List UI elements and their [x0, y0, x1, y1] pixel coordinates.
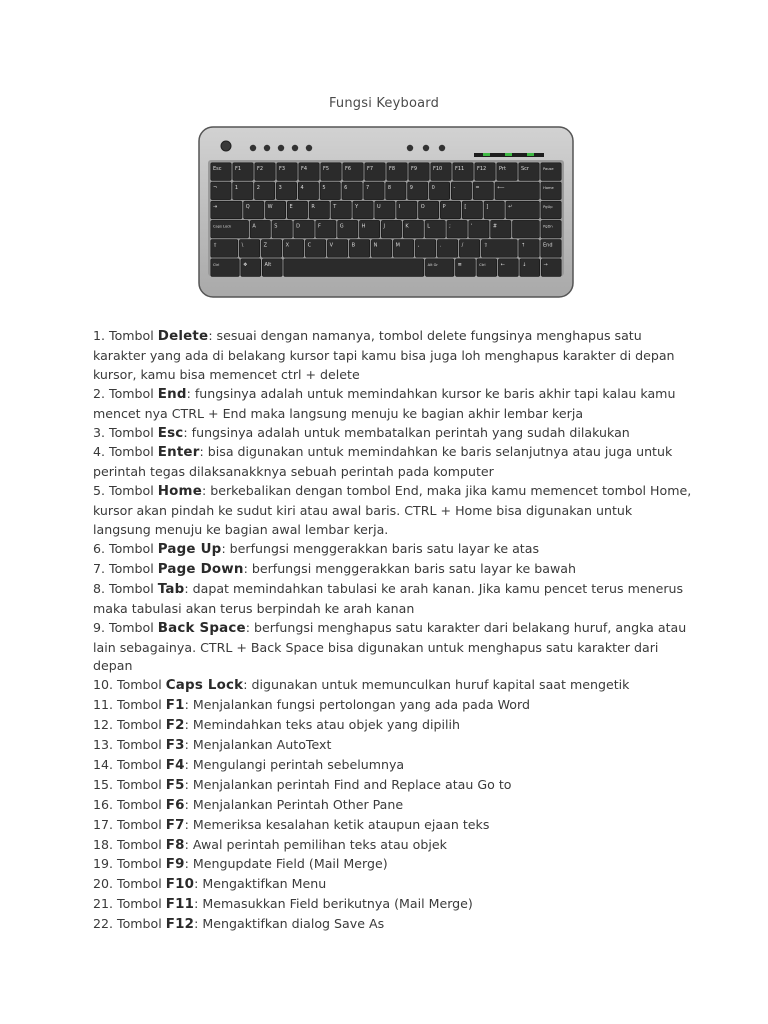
keyboard-key-label: 0: [431, 185, 435, 191]
key-name: Esc: [157, 425, 184, 441]
keyboard-key-label: D: [296, 223, 300, 230]
keyboard-key: [429, 182, 449, 200]
key-name: End: [157, 386, 187, 402]
keyboard-key-label: ↓: [522, 261, 527, 268]
list-item: [93, 716, 693, 736]
keyboard-key-label: [: [464, 204, 467, 211]
keyboard-key-label: Home: [543, 186, 554, 190]
keyboard-key-label: ❖: [243, 261, 248, 268]
keyboard-key-label: W: [267, 204, 273, 211]
keyboard-key-label: F3: [279, 165, 286, 172]
keyboard-key: [211, 220, 249, 238]
list-item: [93, 796, 693, 816]
key-name: F9: [165, 857, 185, 873]
keyboard-key: [455, 259, 475, 277]
list-item: [93, 836, 693, 856]
item-description: : berkebalikan dengan tombol End, maka jika kamu memencet tombol Home, kursor akan pindah ke sudut kiri atau awal baris. CTRL + Home bisa digunakan untuk langsung menuju ke bagian awal lembar kerja.: [93, 483, 692, 538]
keyboard-key-label: 2: [256, 185, 260, 191]
keyboard-key-label: Ctrl: [479, 262, 486, 267]
keyboard-key: [431, 163, 451, 181]
keyboard-key: [298, 182, 318, 200]
keyboard-key: [305, 240, 325, 258]
keyboard-key-label: Alt: [264, 261, 272, 268]
keyboard-key: [211, 163, 231, 181]
item-prefix: 16. Tombol: [93, 796, 166, 812]
keyboard-key-label: 8: [387, 185, 392, 191]
keyboard-key: [353, 201, 373, 219]
item-prefix: 13. Tombol: [93, 737, 166, 753]
list-item: [93, 915, 693, 935]
keyboard-key: [386, 182, 406, 200]
item-description: : fungsinya adalah untuk membatalkan perintah yang sudah dilakukan: [183, 424, 630, 440]
keyboard-key-label: Esc: [213, 165, 222, 172]
keyboard-key: [287, 201, 307, 219]
keyboard-key: [425, 259, 453, 277]
list-item: [93, 443, 693, 482]
keyboard-key: [541, 201, 561, 219]
keyboard-key-label: Z: [263, 242, 268, 249]
keyboard-key-label: A: [252, 223, 256, 230]
keyboard-key-label: K: [405, 223, 409, 230]
keyboard-key-label: 6: [344, 185, 348, 191]
keyboard-key: [283, 240, 303, 258]
keyboard-key-label: F6: [345, 165, 352, 172]
key-name: Page Down: [157, 561, 244, 577]
keyboard-key-label: F12: [477, 165, 487, 172]
keyboard-key-label: #: [492, 223, 498, 230]
keyboard-key: [541, 220, 561, 238]
key-name: F5: [165, 777, 185, 793]
keyboard-key: [393, 240, 413, 258]
keyboard-key-label: S: [274, 223, 278, 230]
list-item: [93, 776, 693, 796]
key-name: F12: [165, 917, 195, 933]
keyboard-key: [387, 163, 407, 181]
keyboard-key: [469, 220, 489, 238]
key-name: F2: [165, 718, 185, 734]
item-description: : Mengupdate Field (Mail Merge): [184, 856, 388, 872]
keyboard-key: [415, 240, 435, 258]
keyboard-key: [294, 220, 314, 238]
item-prefix: 15. Tombol: [93, 776, 166, 792]
item-description: : Menjalankan fungsi pertolongan yang ada pada Word: [184, 697, 530, 713]
keyboard-key: [371, 240, 391, 258]
keyboard-key-label: ⇥: [213, 204, 218, 211]
keyboard-key: [331, 201, 351, 219]
keyboard-key-label: ,: [417, 242, 420, 249]
keyboard-key-label: ↑: [521, 242, 526, 249]
keyboard-key-label: 4: [300, 185, 304, 191]
keyboard-key: [425, 220, 445, 238]
keyboard-key-label: .: [439, 242, 442, 249]
keyboard-key-label: 3: [278, 185, 282, 191]
keyboard-key-label: X: [285, 242, 290, 249]
keyboard-key: [403, 220, 423, 238]
key-name: Tab: [157, 581, 185, 597]
keyboard-key-label: \: [241, 242, 244, 249]
keyboard-key-label: Pause: [543, 166, 554, 171]
keyboard-key: [513, 220, 540, 238]
keyboard-key-label: =: [475, 185, 480, 191]
item-prefix: 14. Tombol: [93, 756, 166, 772]
item-description: : Awal perintah pemilihan teks atau objek: [184, 836, 447, 852]
keyboard-key-label: ←: [500, 261, 505, 268]
item-description: : Memeriksa kesalahan ketik ataupun ejaan teks: [184, 816, 490, 832]
item-description: : berfungsi menghapus satu karakter dari belakang huruf, angka atau lain sebagainya. CTRL + Back Space bisa digunakan untuk menghapus satu karakter dari depan: [93, 619, 687, 674]
keyboard-key-label: PgDn: [543, 224, 553, 229]
key-name: Back Space: [157, 620, 246, 636]
item-prefix: 4. Tombol: [93, 444, 158, 460]
keyboard-key-label: F4: [301, 165, 308, 172]
keyboard-key-label: F9: [411, 165, 418, 172]
key-name: Page Up: [157, 541, 222, 557]
item-description: : Menjalankan Perintah Other Pane: [184, 796, 404, 812]
item-description: : dapat memindahkan tabulasi ke arah kanan. Jika kamu pencet terus menerus maka tabulasi akan terus berpindah ke arah kanan: [93, 580, 684, 616]
keyboard-key-label: 9: [409, 185, 413, 191]
keyboard-key-label: 1: [234, 185, 239, 191]
keyboard-key-label: P: [442, 204, 446, 211]
keyboard-key-label: N: [373, 242, 378, 249]
keyboard-key: [364, 182, 384, 200]
keyboard-key: [211, 201, 242, 219]
keyboard-key-label: U: [376, 204, 381, 211]
page-title: Fungsi Keyboard: [328, 96, 440, 111]
item-description: : Menjalankan perintah Find and Replace atau Go to: [184, 776, 512, 792]
keyboard-key: [397, 201, 417, 219]
keyboard-key: [381, 220, 401, 238]
keyboard-key: [211, 182, 231, 200]
item-prefix: 17. Tombol: [93, 816, 166, 832]
keyboard-key: [272, 220, 292, 238]
item-prefix: 19. Tombol: [93, 856, 166, 872]
list-item: [93, 696, 693, 716]
keyboard-key: [481, 240, 517, 258]
keyboard-key-label: R: [311, 204, 315, 211]
item-prefix: 7. Tombol: [93, 560, 158, 576]
list-item: [93, 756, 693, 776]
keyboard-key: [506, 201, 539, 219]
status-lights: [474, 153, 544, 157]
list-item: [93, 327, 693, 385]
item-description: : fungsinya adalah untuk memindahkan kursor ke baris akhir tapi kalau kamu mencet nya CTRL + End maka langsung menuju ke bagian akhir lembar kerja: [93, 385, 676, 421]
keyboard-key: [375, 201, 395, 219]
key-name: Home: [157, 484, 202, 500]
keyboard-key: [541, 163, 561, 181]
item-description: : berfungsi menggerakkan baris satu layar ke bawah: [243, 560, 576, 576]
keyboard-key-label: ↵: [508, 204, 513, 211]
keyboard-key: [409, 163, 429, 181]
key-name: Enter: [157, 445, 200, 461]
list-item: [93, 540, 693, 560]
keyboard-key: [365, 163, 385, 181]
keyboard-key-label: 7: [366, 185, 370, 191]
keyboard-key: [233, 163, 253, 181]
keyboard-key: [519, 240, 539, 258]
item-prefix: 12. Tombol: [93, 717, 166, 733]
keyboard-key-label: ': [470, 223, 473, 230]
keyboard-key: [419, 201, 439, 219]
keyboard-key: [309, 201, 329, 219]
keyboard-key-label: ]: [486, 204, 489, 211]
keyboard-key: [241, 259, 261, 277]
keyboard-key-label: J: [383, 223, 386, 230]
keyboard-key-label: B: [351, 242, 356, 249]
key-name: F1: [165, 698, 185, 714]
keyboard-key-label: F11: [455, 165, 465, 172]
keyboard-key: [541, 240, 561, 258]
keyboard-key: [255, 163, 275, 181]
list-item: [93, 676, 693, 696]
keyboard-key: [349, 240, 369, 258]
key-name: F7: [165, 817, 185, 833]
keyboard-key: [359, 220, 379, 238]
keyboard-key-label: V: [329, 242, 334, 249]
keyboard-key-label: L: [427, 223, 431, 230]
keyboard-key: [233, 182, 253, 200]
keyboard-key-label: F8: [389, 165, 396, 172]
list-item: [93, 560, 693, 580]
keyboard-key-label: End: [543, 242, 553, 249]
list-item: [93, 385, 693, 424]
item-prefix: 6. Tombol: [93, 540, 158, 556]
keyboard-key: [477, 259, 497, 277]
keyboard-key: [343, 163, 363, 181]
keyboard-key: [277, 163, 297, 181]
keyboard-key: [320, 182, 340, 200]
keyboard-key: [437, 240, 457, 258]
keyboard-key: [475, 163, 495, 181]
list-item: [93, 875, 693, 895]
item-description: : sesuai dengan namanya, tombol delete fungsinya menghapus satu karakter yang ada di belakang kursor tapi kamu bisa juga loh menghapus karakter di depan kursor, kamu bisa memencet ctrl + delete: [93, 328, 675, 382]
keyboard-function-list: [93, 327, 693, 935]
keyboard-key: [497, 163, 517, 181]
keyboard-key: [462, 201, 482, 219]
keyboard-key-label: Y: [355, 204, 359, 211]
key-name: F6: [165, 797, 185, 813]
keyboard-key: [284, 259, 424, 277]
item-prefix: 1. Tombol: [93, 328, 158, 343]
keyboard-key-label: F1: [235, 165, 242, 172]
keyboard-key: [541, 182, 561, 200]
keyboard-key: [520, 259, 540, 277]
keyboard-key: [491, 220, 511, 238]
keyboard-key: [265, 201, 285, 219]
item-prefix: 9. Tombol: [93, 619, 158, 635]
keyboard-key-label: ≣: [457, 261, 462, 268]
keyboard-key-label: ⇧: [483, 242, 488, 249]
keyboard-key-label: Caps Lock: [213, 224, 232, 229]
keyboard-key-label: H: [361, 223, 366, 230]
item-description: : Mengaktifkan dialog Save As: [194, 916, 385, 932]
keyboard-key-label: C: [307, 242, 312, 249]
keyboard-key: [276, 182, 296, 200]
keyboard-key: [541, 259, 561, 277]
keyboard-key: [495, 182, 539, 200]
keyboard-key: [342, 182, 362, 200]
keyboard-key: [316, 220, 336, 238]
keyboard-key-label: M: [395, 242, 400, 249]
keyboard-key: [211, 259, 239, 277]
item-prefix: 18. Tombol: [93, 836, 166, 852]
keyboard-key: [447, 220, 467, 238]
key-name: Delete: [157, 329, 209, 344]
item-description: : Menjalankan AutoText: [184, 737, 332, 753]
item-prefix: 10. Tombol: [93, 677, 166, 693]
item-prefix: 8. Tombol: [93, 580, 158, 596]
key-name: F10: [165, 877, 195, 893]
keyboard-key: [321, 163, 341, 181]
keyboard-key: [261, 240, 281, 258]
list-item: [93, 580, 693, 619]
item-description: : berfungsi menggerakkan baris satu layar ke atas: [221, 540, 540, 556]
keyboard-key: [451, 182, 471, 200]
keyboard-key-label: -: [453, 185, 456, 191]
keyboard-key-label: Scr: [521, 165, 529, 172]
power-button-icon: [221, 141, 231, 151]
keyboard-key-label: E: [289, 204, 293, 211]
keyboard-key: [250, 220, 270, 238]
keyboard-key: [519, 163, 539, 181]
keyboard-key-label: Prt: [499, 165, 506, 172]
keyboard-key-label: ⇧: [213, 242, 218, 249]
list-item: [93, 482, 693, 540]
keyboard-key: [498, 259, 518, 277]
keyboard-key: [299, 163, 319, 181]
list-item: [93, 895, 693, 915]
keyboard-key-label: ;: [449, 223, 451, 230]
item-description: : Mengulangi perintah sebelumnya: [184, 756, 405, 772]
keyboard-key: [440, 201, 460, 219]
keyboard-key-label: ⟵: [497, 185, 505, 191]
item-prefix: 5. Tombol: [93, 483, 158, 499]
item-description: : digunakan untuk memunculkan huruf kapital saat mengetik: [243, 677, 630, 693]
key-name: F11: [165, 897, 195, 913]
keyboard-key-label: F5: [323, 165, 330, 172]
item-description: : Memindahkan teks atau objek yang dipilih: [184, 717, 460, 733]
keyboard-key-label: T: [333, 204, 337, 211]
keyboard-key: [262, 259, 282, 277]
keyboard-key-label: Alt Gr: [427, 262, 438, 267]
item-description: : Memasukkan Field berikutnya (Mail Merge): [194, 896, 473, 912]
item-prefix: 2. Tombol: [93, 385, 158, 401]
keyboard-key: [255, 182, 275, 200]
item-description: : bisa digunakan untuk memindahkan ke baris selanjutnya atau juga untuk perintah tegas dilaksanakknya sebuah perintah pada komputer: [93, 444, 673, 480]
keyboard-key-label: ¬: [213, 185, 218, 191]
keyboard-key-label: Q: [245, 204, 250, 211]
keyboard-key: [239, 240, 259, 258]
keyboard-key-label: G: [339, 223, 344, 230]
keyboard-key: [211, 240, 238, 258]
keyboard-key: [473, 182, 493, 200]
keyboard-svg: [196, 122, 576, 302]
keyboard-illustration: [196, 122, 576, 302]
key-name: F8: [165, 837, 185, 853]
keyboard-key-label: →: [543, 261, 548, 268]
keyboard-key-label: F2: [257, 165, 264, 172]
list-item: [93, 855, 693, 875]
keyboard-key: [408, 182, 428, 200]
item-prefix: 22. Tombol: [93, 916, 166, 932]
item-prefix: 11. Tombol: [93, 697, 166, 713]
keyboard-key-label: PgUp: [543, 205, 553, 210]
key-name: Caps Lock: [165, 678, 244, 694]
keyboard-key: [244, 201, 264, 219]
keyboard-key: [327, 240, 347, 258]
keyboard-key-label: O: [420, 204, 425, 211]
keyboard-key: [338, 220, 358, 238]
list-item: [93, 619, 693, 677]
key-name: F4: [165, 757, 185, 773]
keyboard-key-label: I: [398, 204, 401, 211]
keyboard-key-label: F10: [433, 165, 443, 172]
keyboard-key-label: F: [317, 223, 321, 230]
list-item: [93, 736, 693, 756]
list-item: [93, 424, 693, 444]
item-prefix: 21. Tombol: [93, 896, 166, 912]
key-name: F3: [165, 738, 185, 754]
keyboard-key: [484, 201, 504, 219]
keyboard-key-label: Ctrl: [213, 262, 220, 267]
keyboard-key-label: F7: [367, 165, 374, 172]
keyboard-key: [459, 240, 479, 258]
keyboard-key: [453, 163, 473, 181]
keyboard-key-label: 5: [322, 185, 326, 191]
item-prefix: 20. Tombol: [93, 876, 166, 892]
item-prefix: 3. Tombol: [93, 424, 158, 440]
list-item: [93, 816, 693, 836]
keyboard-key-label: /: [461, 242, 464, 249]
item-description: : Mengaktifkan Menu: [194, 876, 327, 892]
